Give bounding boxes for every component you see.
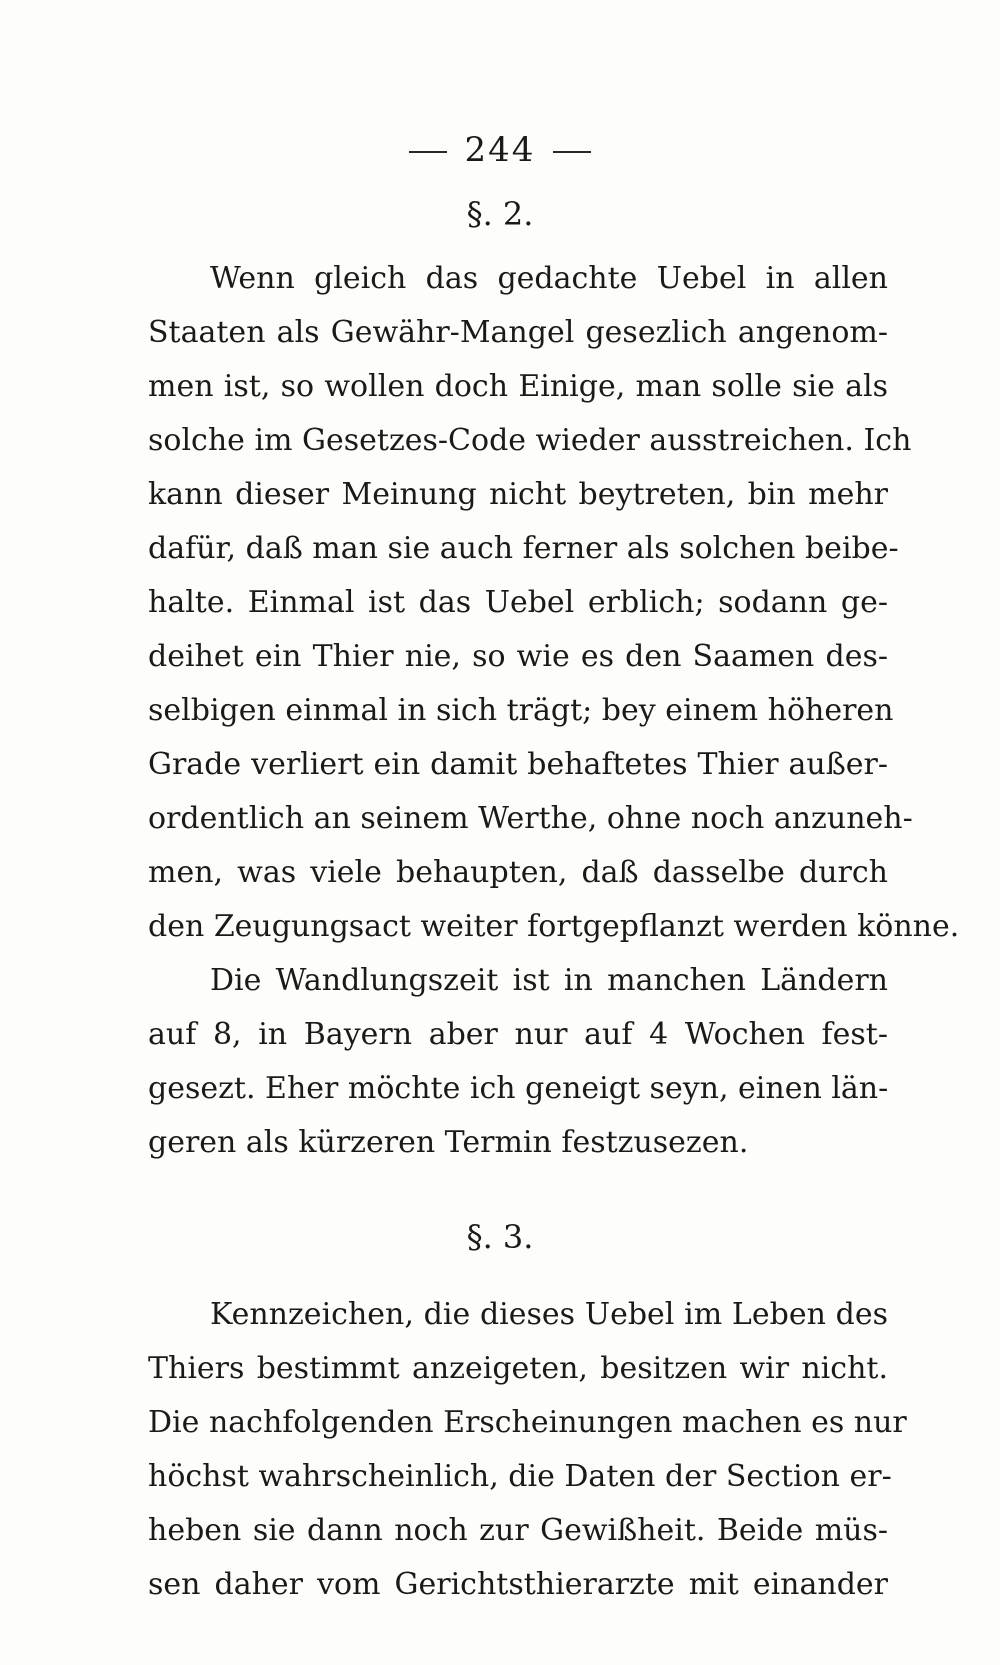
text-line: halte. Einmal ist das Uebel erblich; sodann ge- <box>148 585 888 620</box>
text-line: selbigen einmal in sich trägt; bey einem höheren <box>148 693 894 728</box>
text-line: Die nachfolgenden Erscheinungen machen es nur <box>148 1405 907 1440</box>
text-line: Wenn gleich das gedachte Uebel in allen <box>210 261 888 296</box>
text-line: heben sie dann noch zur Gewißheit. Beide müs- <box>148 1513 888 1548</box>
section-2-paragraph-2 <box>148 954 888 1170</box>
text-line: ordentlich an seinem Werthe, ohne noch anzuneh- <box>148 801 913 836</box>
text-line: Staaten als Gewähr-Mangel gesezlich angenom- <box>148 315 888 350</box>
text-line: sen daher vom Gerichtsthierarzte mit einander <box>148 1567 888 1602</box>
text-line: höchst wahrscheinlich, die Daten der Section er- <box>148 1459 892 1494</box>
text-line: auf 8, in Bayern aber nur auf 4 Wochen fest- <box>148 1017 888 1052</box>
header-dash-right <box>553 151 591 153</box>
text-line: gesezt. Eher möchte ich geneigt seyn, einen län- <box>148 1071 889 1106</box>
text-line: Grade verliert ein damit behaftetes Thier außer- <box>148 747 888 782</box>
section-heading-2: §. 2. <box>466 195 534 233</box>
text-line: geren als kürzeren Termin festzusezen. <box>148 1125 749 1160</box>
text-line: den Zeugungsact weiter fortgepflanzt werden könne. <box>148 909 960 944</box>
page-header <box>0 130 1000 170</box>
text-line: dafür, daß man sie auch ferner als solchen beibe- <box>148 531 899 566</box>
text-line: Die Wandlungszeit ist in manchen Ländern <box>210 963 888 998</box>
text-line: men ist, so wollen doch Einige, man solle sie als <box>148 369 888 404</box>
text-line: men, was viele behaupten, daß dasselbe durch <box>148 855 888 890</box>
header-dash-left <box>409 151 447 153</box>
text-line: kann dieser Meinung nicht beytreten, bin mehr <box>148 477 888 512</box>
text-line: deihet ein Thier nie, so wie es den Saamen des- <box>148 639 888 674</box>
section-2-paragraph-1 <box>148 252 960 954</box>
text-line: Thiers bestimmt anzeigeten, besitzen wir nicht. <box>148 1351 888 1386</box>
text-line: solche im Gesetzes-Code wieder ausstreichen. Ich <box>148 423 912 458</box>
section-3-paragraph-1 <box>148 1288 907 1612</box>
page-number: 244 <box>464 130 536 170</box>
text-line: Kennzeichen, die dieses Uebel im Leben des <box>210 1297 888 1332</box>
section-heading-3: §. 3. <box>466 1218 534 1256</box>
